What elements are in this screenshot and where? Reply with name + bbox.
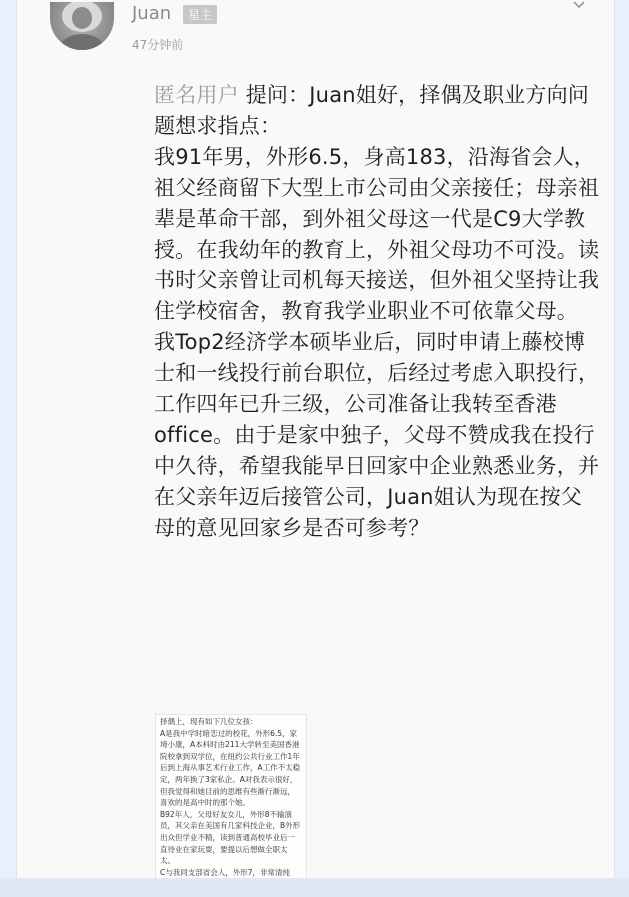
- avatar[interactable]: [50, 2, 114, 50]
- author-name[interactable]: Juan: [132, 3, 172, 24]
- attachment-text: 择偶上，现有如下几位女孩： A是我中学时暗恋过的校花，外形6.5，家境小康，A本科时由211大学转至美国香港院校拿到双学位，在纽约公共行业工作1年后到上海从事艺术行业工作，A工作不太稳定，两年换了3家私企。A对我表示很好，但我觉得和她目前的思维有些渐行渐远，喜欢的是高中时的那个她。 B92年人，父母好友女儿，外形8不输演员，其父亲在美国有几家科技企业，B外形出众但学业不精，读到普通高校毕业后一直待业在家玩耍，要提以后想做全职太太。 C与我同支部省会人，外形7，非常清纯: [160, 717, 301, 877]
- question-lead: 提问：Juan姐好，择偶及职业方向问题想求指点：: [154, 83, 589, 138]
- paragraph-1: 我91年男，外形6.5，身高183，沿海省会人，祖父经商留下大型上市公司由父亲接任；母亲祖辈是革命干部，到外祖父母这一代是C9大学教授。在我幼年的教育上，外祖父母功不可没。读书时父亲曾让司机每天接送，但外祖父坚持让我住学校宿舍，教育我学业职业不可依靠父母。: [154, 144, 600, 324]
- owner-badge: 星主: [183, 5, 217, 24]
- chevron-down-icon[interactable]: [572, 0, 586, 10]
- question-line: [154, 80, 602, 142]
- avatar-image: [50, 2, 114, 50]
- post-card: [16, 0, 615, 878]
- attachment-image[interactable]: [155, 714, 307, 878]
- post-body: [154, 80, 602, 544]
- bottom-bar: [0, 878, 629, 897]
- post-time: 47分钟前: [132, 38, 184, 52]
- asker-name: 匿名用户: [154, 83, 239, 107]
- paragraph-2: 我Top2经济学本硕毕业后，同时申请上藤校博士和一线投行前台职位，后经过考虑入职投行，工作四年已升三级，公司准备让我转至香港office。由于是家中独子，父母不赞成我在投行中久待，希望我能早日回家中企业熟悉业务，并在父亲年迈后接管公司，Juan姐认为现在按父母的意见回家乡是否可参考？: [154, 330, 600, 540]
